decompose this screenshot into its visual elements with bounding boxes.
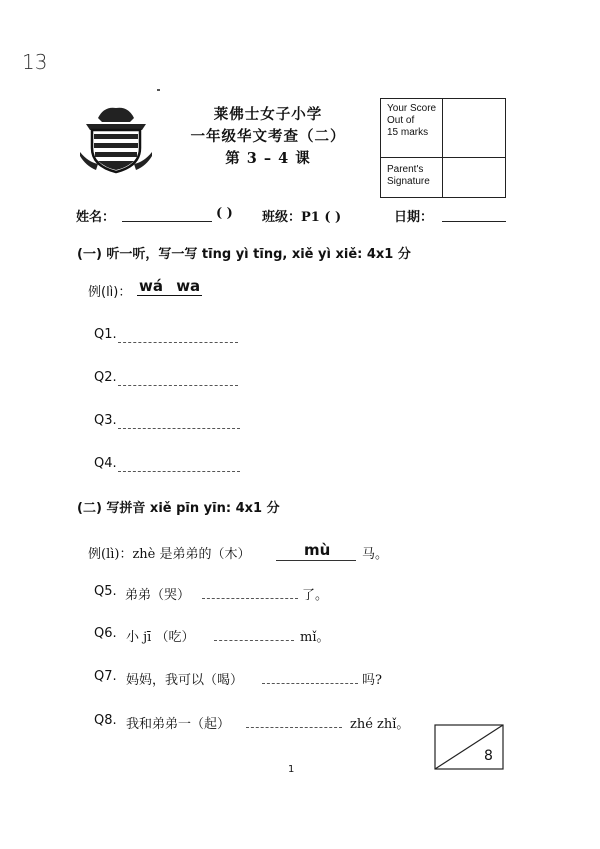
school-name: 莱佛士女子小学 [213,106,323,123]
example-1-label: 例(lì)： [88,285,132,300]
school-crest-icon [78,104,154,176]
score-row [381,99,505,158]
handwritten-note: 13 [22,50,48,74]
q6-answer-line[interactable] [214,640,294,641]
q8-end: zhé zhǐ。 [350,717,410,732]
q2-label: Q2. [94,370,117,385]
q1-label: Q1. [94,327,117,342]
example-2-suffix: 马。 [362,547,389,562]
q6-end: mǐ。 [300,630,330,645]
page-heading [178,104,358,170]
index-paren: ( ) [216,206,233,221]
signature-row [381,158,505,197]
q8-answer-line[interactable] [246,727,342,728]
section-2-title: (二) 写拼音 xiě pīn yīn: 4x1 分 [77,501,280,516]
student-info-line [76,206,516,226]
section-score-value: 8 [484,748,493,764]
q5-answer-line[interactable] [202,598,298,599]
q5-label: Q5. [94,584,117,599]
q3-answer-line[interactable] [118,428,240,429]
q7-label: Q7. [94,669,117,684]
q8-label: Q8. [94,713,117,728]
date-field[interactable] [442,221,506,222]
q7-answer-line[interactable] [262,683,358,684]
class-label: 班级：P1 ( ) [262,210,342,225]
section-score-box [434,724,504,770]
example-1-answer: wá wa [139,277,201,295]
lesson-range: 第 3 – 4 课 [225,150,311,167]
q5-end: 了。 [302,588,329,603]
name-label: 姓名： [76,210,116,225]
q6-label: Q6. [94,626,117,641]
score-label: Your Score Out of 15 marks [381,99,443,157]
example-2-answer: mù [304,541,331,559]
q2-answer-line[interactable] [118,385,238,386]
q4-label: Q4. [94,456,117,471]
name-field[interactable] [122,221,212,222]
score-box [380,98,506,198]
q6-text: 小 jī （吃） [126,630,195,645]
example-2-prefix: 例(lì)：zhè 是弟弟的（木） [88,547,251,562]
q4-answer-line[interactable] [118,471,240,472]
q5-text: 弟弟（哭） [125,588,191,603]
date-label: 日期： [394,210,434,225]
section-1-title: (一) 听一听，写一写 tīng yì tīng, xiě yì xiě: 4x1 分 [77,247,411,262]
q3-label: Q3. [94,413,117,428]
ink-speck [157,89,160,91]
q7-text: 妈妈，我可以（喝） [126,673,244,688]
signature-label: Parent's Signature [381,158,443,197]
example-2-answer-line [276,560,356,561]
q1-answer-line[interactable] [118,342,238,343]
q7-end: 吗? [362,673,382,688]
page-number: 1 [288,764,295,775]
q8-text: 我和弟弟一（起） [126,717,231,732]
test-title: 一年级华文考查（二） [190,128,346,145]
